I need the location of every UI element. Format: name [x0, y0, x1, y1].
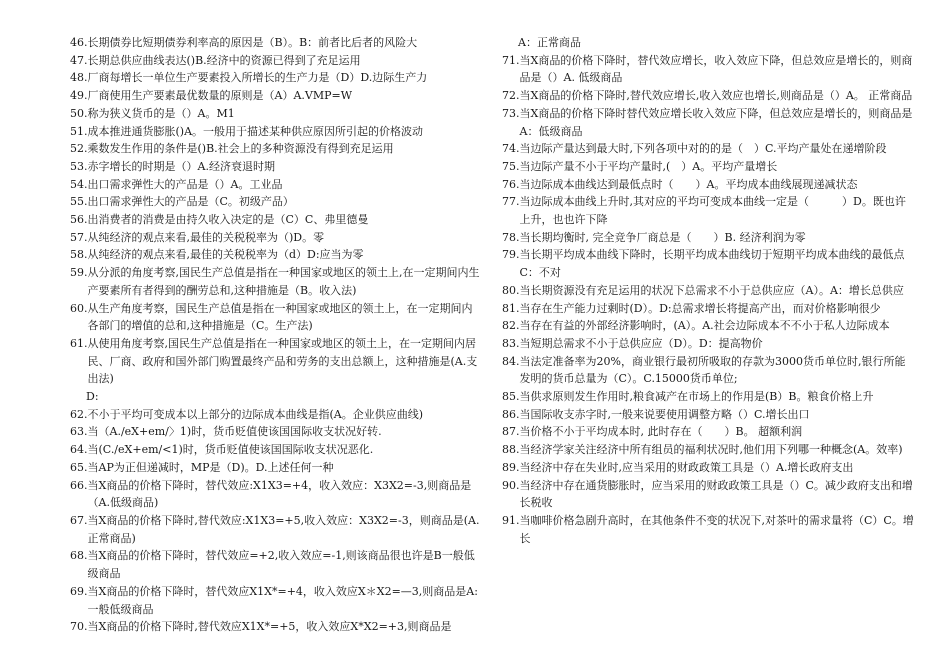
question-number: 48.: [70, 71, 88, 85]
question-number: 83.: [502, 336, 520, 350]
question-number: 66.: [70, 478, 88, 492]
question-number: 82.: [502, 319, 520, 333]
question-item: [502, 282, 914, 300]
question-text: 当存在生产能力过剩时(D）。D:总需求增长将提高产出，而对价格影响很少: [519, 301, 881, 315]
question-item: [502, 300, 914, 318]
question-number: 60.: [70, 301, 88, 315]
question-item: [70, 158, 482, 176]
question-text: 当边际成本曲线达到最低点时（ ）A。平均成本曲线展现递减状态: [519, 177, 858, 191]
question-item: [70, 105, 482, 123]
question-item: [70, 423, 482, 441]
question-text: 成本推进通货膨胀()A。一般用于描述某种供应原因所引起的价格波动: [87, 124, 424, 138]
question-text: 乘数发生作用的条件是()B.社会上的多种资源没有得到充足运用: [87, 142, 394, 156]
question-item: [502, 406, 914, 424]
question-text: 当AP为正但递减时，MP是（D)。D.上述任何一种: [87, 460, 334, 474]
question-item: [70, 441, 482, 459]
question-number: 47.: [70, 53, 88, 67]
question-item: [502, 388, 914, 406]
question-text: 当价格不小于平均成本时, 此时存在（ ）B。 超额利润: [519, 425, 803, 439]
question-number: 62.: [70, 407, 88, 421]
question-text: 当法定准备率为20%，商业银行最初所吸取的存款为3000货币单位时,银行所能发明的货币总量为（C）。C.15000货币单位;: [519, 354, 906, 386]
question-text: 从分派的角度考察,国民生产总值是指在一种国家或地区的领土上,在一定期间内生产要素所有者得到的酬劳总和,这种措施是（B。收入法): [87, 266, 480, 297]
question-item: [502, 229, 914, 247]
question-text: 从生产角度考察，国民生产总值是指在一种国家或地区的领土上，在一定期间内各部门的增值的总和,这种措施是（C。生产法): [87, 301, 473, 333]
question-text: D:: [86, 390, 99, 404]
question-item: [502, 176, 914, 194]
question-text: 当X商品的价格下降时，替代效应X1X*=+4，收入效应X＊X2=—3,则商品是A:一般低级商品: [87, 584, 478, 616]
question-item: [70, 123, 482, 141]
question-item: [502, 52, 914, 87]
question-number: 71.: [502, 53, 520, 67]
left-column: [70, 34, 482, 636]
question-number: 56.: [70, 213, 88, 227]
question-item: [70, 87, 482, 105]
question-number: 79.: [502, 248, 520, 262]
question-item: [70, 300, 482, 335]
question-text: 当供求原则发生作用时,粮食减产在市场上的作用是(B）B。粮食价格上升: [519, 390, 874, 404]
question-text: 厂商每增长一单位生产要素投入所增长的生产力是（D）D.边际生产力: [87, 71, 428, 85]
question-item: [70, 211, 482, 229]
question-text: 长期总供应曲线表达()B.经济中的资源已得到了充足运用: [87, 53, 361, 67]
question-number: 51.: [70, 124, 88, 138]
question-item: [502, 512, 914, 547]
question-text: 当边际产量达到最大时,下列各项中对的的是（ ）C.平均产量处在递增阶段: [519, 142, 887, 156]
question-number: 59.: [70, 266, 88, 280]
question-text: 出口需求弹性大的产品是（C。初级产品）: [87, 195, 294, 209]
question-number: 49.: [70, 89, 88, 103]
question-number: 77.: [502, 195, 520, 209]
question-text: 当存在有益的外部经济影响时，(A）。A.社会边际成本不不小于私人边际成本: [519, 319, 890, 333]
question-text: 当经济中存在失业时,应当采用的财政政策工具是（）A.增长政府支出: [519, 460, 854, 474]
question-item: [70, 69, 482, 87]
question-text: 从使用角度考察,国民生产总值是指在一种国家或地区的领土上，在一定期间内居民、厂商、政府和国外部门购置最终产品和劳务的支出总额上，这种措施是(A.支出法): [87, 336, 478, 386]
question-text: 当X商品的价格下降时替代效应增长收入效应下降，但总效应是增长的，则商品是A：低级商品: [519, 106, 913, 138]
question-text: 当X商品的价格下降时,替代效应X1X*=+5，收入效应X*X2=+3,则商品是: [87, 620, 452, 634]
question-item: [70, 512, 482, 547]
question-item: [70, 388, 482, 406]
question-number: 72.: [502, 89, 520, 103]
question-number: 81.: [502, 301, 520, 315]
question-number: 67.: [70, 513, 88, 527]
question-item: [502, 353, 914, 388]
question-text: 当X商品的价格下降时，替代效应增长，收入效应下降，但总效应是增长的，则商品是（）A. 低级商品: [519, 53, 913, 85]
question-text: 当经济学家关注经济中所有组员的福利状况时,他们用下列哪一种概念(A。效率): [519, 443, 903, 457]
question-number: 86.: [502, 407, 520, 421]
question-item: [70, 264, 482, 299]
question-text: 当X商品的价格下降时,替代效应:X1X3=+5,收入效应：X3X2=-3，则商品是(A.正常商品): [87, 513, 480, 545]
question-text: 从纯经济的观点来看,最佳的关税税率为（d）D:应当为零: [87, 248, 364, 262]
question-item: [70, 477, 482, 512]
question-number: 85.: [502, 390, 520, 404]
question-number: 69.: [70, 584, 88, 598]
question-text: 当（A./eX+em/〉1)时，货币贬值使该国国际收支状况好转.: [87, 425, 382, 439]
question-item: [70, 547, 482, 582]
question-item: [70, 618, 482, 636]
question-number: 46.: [70, 36, 88, 49]
question-item: [502, 87, 914, 105]
question-item: [502, 317, 914, 335]
question-number: 75.: [502, 159, 520, 173]
question-text: 当边际成本曲线上升时,其对应的平均可变成本曲线一定是（ ）D。既也许上升，也也许下降: [519, 195, 906, 227]
question-text: 出消费者的消费是由持久收入决定的是（C）C、弗里德曼: [87, 213, 369, 227]
question-item: [70, 406, 482, 424]
question-item: [502, 477, 914, 512]
question-text: 出口需求弹性大的产品是（）A。工业品: [87, 177, 283, 191]
question-item: [70, 140, 482, 158]
question-text: 当X商品的价格下降时，替代效应=+2,收入效应=-1,则该商品很也许是B一般低级商品: [87, 549, 475, 581]
question-number: 87.: [502, 425, 520, 439]
question-number: 52.: [70, 142, 88, 156]
question-number: 57.: [70, 230, 88, 244]
question-number: 65.: [70, 460, 88, 474]
question-item: [502, 193, 914, 228]
question-text: 当短期总需求不小于总供应应（D）。D：提高物价: [519, 336, 763, 350]
question-number: 50.: [70, 106, 88, 120]
question-number: 91.: [502, 513, 520, 527]
question-item: [70, 246, 482, 264]
question-number: 63.: [70, 425, 88, 439]
question-text: 当边际产量不小于平均产量时,( ）A。平均产量增长: [519, 159, 778, 173]
question-number: 68.: [70, 549, 88, 563]
question-text: 当咖啡价格急剧升高时，在其他条件不变的状况下,对茶叶的需求量将（C）C。增长: [519, 513, 914, 545]
question-text: 从纯经济的观点来看,最佳的关税税率为（)D。零: [87, 230, 325, 244]
question-number: 61.: [70, 336, 88, 350]
question-item: [502, 34, 914, 52]
question-number: 80.: [502, 283, 520, 297]
question-text: 不小于平均可变成本以上部分的边际成本曲线是指(A。企业供应曲线): [87, 407, 424, 421]
question-text: 当经济中存在通货膨胀时，应当采用的财政政策工具是（）C。减少政府支出和增长税收: [519, 478, 913, 510]
question-item: [502, 441, 914, 459]
question-number: 70.: [70, 620, 88, 634]
question-item: [70, 176, 482, 194]
question-item: [502, 335, 914, 353]
question-item: [502, 140, 914, 158]
question-item: [502, 459, 914, 477]
question-number: 58.: [70, 248, 88, 262]
question-number: 89.: [502, 460, 520, 474]
question-item: [70, 34, 482, 52]
question-item: [70, 229, 482, 247]
question-item: [70, 52, 482, 70]
question-item: [502, 423, 914, 441]
question-text: A：正常商品: [518, 36, 581, 49]
question-item: [502, 158, 914, 176]
question-text: 赤字增长的时期是（）A.经济衰退时期: [87, 159, 275, 173]
question-text: 当长期平均成本曲线下降时，长期平均成本曲线切于短期平均成本曲线的最低点C：不对: [519, 248, 905, 280]
question-number: 64.: [70, 443, 88, 457]
question-number: 73.: [502, 106, 520, 120]
question-number: 53.: [70, 159, 88, 173]
question-number: 55.: [70, 195, 88, 209]
question-item: [70, 583, 482, 618]
question-text: 当X商品的价格下降时,替代效应增长,收入效应也增长,则商品是（）A。 正常商品: [519, 89, 913, 103]
question-item: [70, 335, 482, 388]
question-text: 厂商使用生产要素最优数量的原则是（A）A.VMP=W: [87, 89, 353, 103]
question-number: 74.: [502, 142, 520, 156]
question-item: [502, 246, 914, 281]
question-text: 当X商品的价格下降时，替代效应:X1X3=+4，收入效应：X3X2=-3,则商品是（A.低级商品): [87, 478, 472, 510]
question-number: 88.: [502, 443, 520, 457]
question-number: 76.: [502, 177, 520, 191]
question-text: 当国际收支赤字时,一般来说要使用调整方略（）C.增长出口: [519, 407, 810, 421]
right-column: [502, 34, 914, 547]
question-number: 90.: [502, 478, 520, 492]
question-item: [70, 193, 482, 211]
question-item: [502, 105, 914, 140]
question-number: 78.: [502, 230, 520, 244]
question-text: 当(C./eX+em/<1)时，货币贬值使该国国际收支状况恶化.: [87, 443, 374, 457]
question-item: [70, 459, 482, 477]
question-text: 当长期资源没有充足运用的状况下总需求不小于总供应应（A）。A：增长总供应: [519, 283, 904, 297]
question-number: 84.: [502, 354, 520, 368]
question-text: 称为狭义货币的是（）A。M1: [87, 106, 235, 120]
question-text: 长期债券比短期债券利率高的原因是（B）。B：前者比后者的风险大: [87, 36, 418, 49]
question-text: 当长期均衡时, 完全竞争厂商总是（ ）B. 经济利润为零: [519, 230, 806, 244]
question-number: 54.: [70, 177, 88, 191]
